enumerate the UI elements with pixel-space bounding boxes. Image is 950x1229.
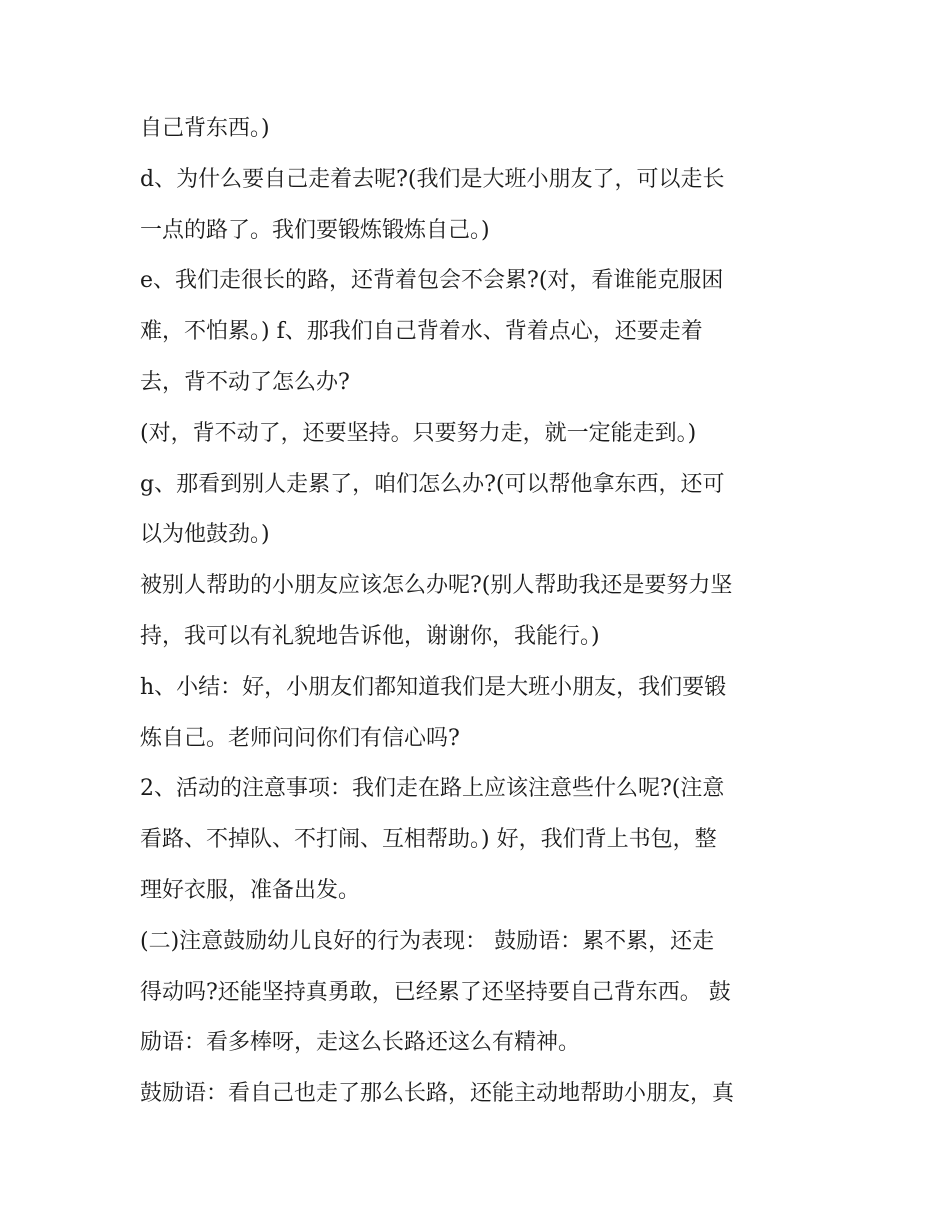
text-line: 持，我可以有礼貌地告诉他，谢谢你，我能行。) [140,623,600,649]
text-line: 2、活动的注意事项：我们走在路上应该注意些什么呢?(注意 [140,776,725,802]
text-line: 自己背东西。) [140,116,270,141]
text-line: 得动吗?还能坚持真勇敢，已经累了还坚持要自己背东西。 鼓 [140,979,731,1005]
text-line: 一点的路了。我们要锻炼锻炼自己。) [140,217,490,243]
text-line: 励语：看多棒呀，走这么长路还这么有精神。 [140,1030,581,1056]
text-line: 被别人帮助的小朋友应该怎么办呢?(别人帮助我还是要努力坚 [140,573,733,599]
text-line: 鼓励语：看自己也走了那么长路，还能主动地帮助小朋友，真 [140,1081,735,1107]
text-line: 以为他鼓劲。) [140,522,270,548]
text-line: 理好衣服，准备出发。 [140,877,361,903]
text-line: h、小结：好，小朋友们都知道我们是大班小朋友，我们要锻 [140,674,727,700]
text-line: d、为什么要自己走着去呢?(我们是大班小朋友了，可以走长 [140,166,725,192]
text-line: 看路、不掉队、不打闹、互相帮助。) 好，我们背上书包，整 [140,827,717,853]
text-line: e、我们走很长的路，还背着包会不会累?(对，看谁能克服困 [140,268,724,294]
text-line: (二)注意鼓励幼儿良好的行为表现： 鼓励语：累不累，还走 [140,928,715,954]
text-line: (对，背不动了，还要坚持。只要努力走，就一定能走到。) [140,420,697,446]
text-line: 炼自己。老师问问你们有信心吗? [140,725,460,751]
text-line: 去，背不动了怎么办? [140,369,350,395]
body-text [140,104,820,1120]
text-line: 难，不怕累。) f、那我们自己背着水、背着点心，还要走着 [140,319,703,345]
text-line: g、那看到别人走累了，咱们怎么办?(可以帮他拿东西，还可 [140,471,725,497]
